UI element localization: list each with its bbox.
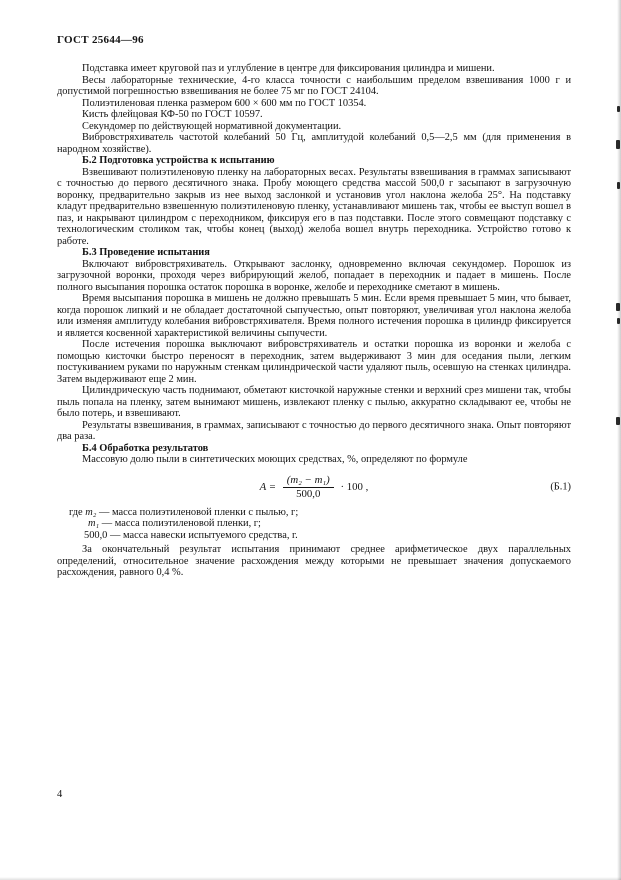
formula-fraction [283, 475, 334, 500]
formula-number: (Б.1) [550, 481, 571, 493]
formula-denominator: 500,0 [296, 487, 321, 500]
paragraph: Время высыпания порошка в мишень не должно превышать 5 мин. Если время превышает 5 мин, что бывает, когда порошок липкий и не обладает достаточной сыпучестью, опыт повторяют, увеличивая угол наклона желоба или изменяя амплитуду колебания вибровстряхивателя. Время полного истечения порошка в цилиндр фиксируется и является косвенной характеристикой величины сыпучести. [57, 293, 571, 339]
scan-artifact [617, 182, 620, 189]
section-heading-b4: Б.4 Обработка результатов [82, 442, 209, 454]
paragraph: Включают вибровстряхиватель. Открывают заслонку, одновременно включая секундомер. Порошок из загрузочной воронки, проходя через вибрирующий желоб, попадает в переходник и падает в мишень. После полного высыпания порошка остаток порошка в воронке, желобе и переходнике сметают в мишень. [57, 258, 571, 293]
definition-line [57, 530, 571, 542]
document-body [57, 63, 571, 579]
definition-term: 500,0 [84, 529, 108, 541]
standard-number: ГОСТ 25644—96 [57, 34, 144, 46]
paragraph: Взвешивают полиэтиленовую пленку на лабораторных весах. Результаты взвешивания в граммах записывают с точностью до первого десятичного знака. Пробу моющего средства массой 500,0 г засыпают в загрузочную воронку, предварительно закрыв из нее выход заслонкой и установив угол наклона желоба 25°. На подставку кладут предварительно взвешенную полиэтиленовую пленку, устанавливают мишень так, чтобы ее выступ вошел в паз, и накрывают цилиндром с переходником, фиксируя его в паз подставки. После этого совмещают подставку с технологическим столиком так, чтобы конец (выход) желоба вошел внутрь переходника. Устройство готово к работе. [57, 166, 571, 247]
definition-prefix: где [69, 506, 86, 518]
formula-b1 [57, 475, 571, 500]
definition-term: m₁ [88, 518, 100, 529]
page-edge-shadow [617, 0, 621, 880]
page-footer [57, 789, 62, 800]
paragraph: Секундомер по действующей нормативной документации. [82, 120, 342, 132]
definition-line [57, 507, 571, 519]
definition-text: — масса полиэтиленовой пленки с пылью, г; [96, 506, 299, 518]
formula-numerator: (m₂ − m₁) [283, 475, 334, 488]
paragraph: Весы лабораторные технические, 4-го класса точности с наибольшим пределом взвешивания 1000 г и допустимой погрешностью взвешивания не более 75 мг по ГОСТ 24104. [57, 74, 571, 97]
definition-line [57, 518, 571, 530]
scan-artifact [616, 417, 620, 425]
paragraph: Подставка имеет круговой паз и углубление в центре для фиксирования цилиндра и мишени. [82, 63, 495, 74]
scan-artifact [616, 303, 620, 311]
scan-artifact [617, 106, 620, 112]
formula-lhs: A = [259, 480, 277, 493]
paragraph: Полиэтиленовая пленка размером 600 × 600 мм по ГОСТ 10354. [82, 97, 367, 109]
page-header [57, 34, 144, 46]
definition-term: m₂ [85, 506, 97, 518]
formula-definitions [57, 507, 571, 542]
section-heading-b2: Б.2 Подготовка устройства к испытанию [82, 155, 275, 166]
scan-artifact [616, 140, 620, 149]
paragraph: Результаты взвешивания, в граммах, записывают с точностью до первого десятичного знака. Опыт повторяют два раза. [57, 419, 571, 442]
paragraph: Вибровстряхиватель частотой колебаний 50 Гц, амплитудой колебаний 0,5—2,5 мм (для применения в народном хозяйстве). [57, 132, 571, 155]
paragraph: Кисть флейцовая КФ-50 по ГОСТ 10597. [82, 109, 263, 120]
closing-paragraph: За окончательный результат испытания принимают среднее арифметическое двух параллельных определений, относительное значение расхождения между которыми не превышает значения допускаемого расхождения, равного 0,4 %. [57, 544, 571, 578]
paragraph: Массовую долю пыли в синтетических моющих средствах, %, определяют по формуле [82, 454, 468, 465]
scan-artifact [617, 318, 620, 324]
paragraph: После истечения порошка выключают вибровстряхиватель и остатки порошка из воронки и желоба с помощью кисточки быстро переносят в переходник, затем выдерживают 3 мин для оседания пыли, легким постукиванием руками по наружным стенкам цилиндрической части удаляют пыль, осевшую на стенках цилиндра. Затем выдерживают еще 2 мин. [57, 339, 571, 385]
definition-text: — масса навески испытуемого средства, г. [107, 529, 298, 541]
section-heading-b3: Б.3 Проведение испытания [82, 247, 210, 258]
page-number: 4 [57, 789, 63, 800]
definition-text: — масса полиэтиленовой пленки, г; [99, 518, 261, 529]
paragraph: Цилиндрическую часть поднимают, обметают кисточкой наружные стенки и верхний срез мишени так, чтобы пыль попала на пленку, затем вынимают мишень, извлекают пленку с пылью, аккуратно складывают ее, чтобы не было потерь, и взвешивают. [57, 385, 571, 419]
formula-suffix: · 100 , [340, 480, 369, 493]
formula-expression [260, 475, 369, 500]
